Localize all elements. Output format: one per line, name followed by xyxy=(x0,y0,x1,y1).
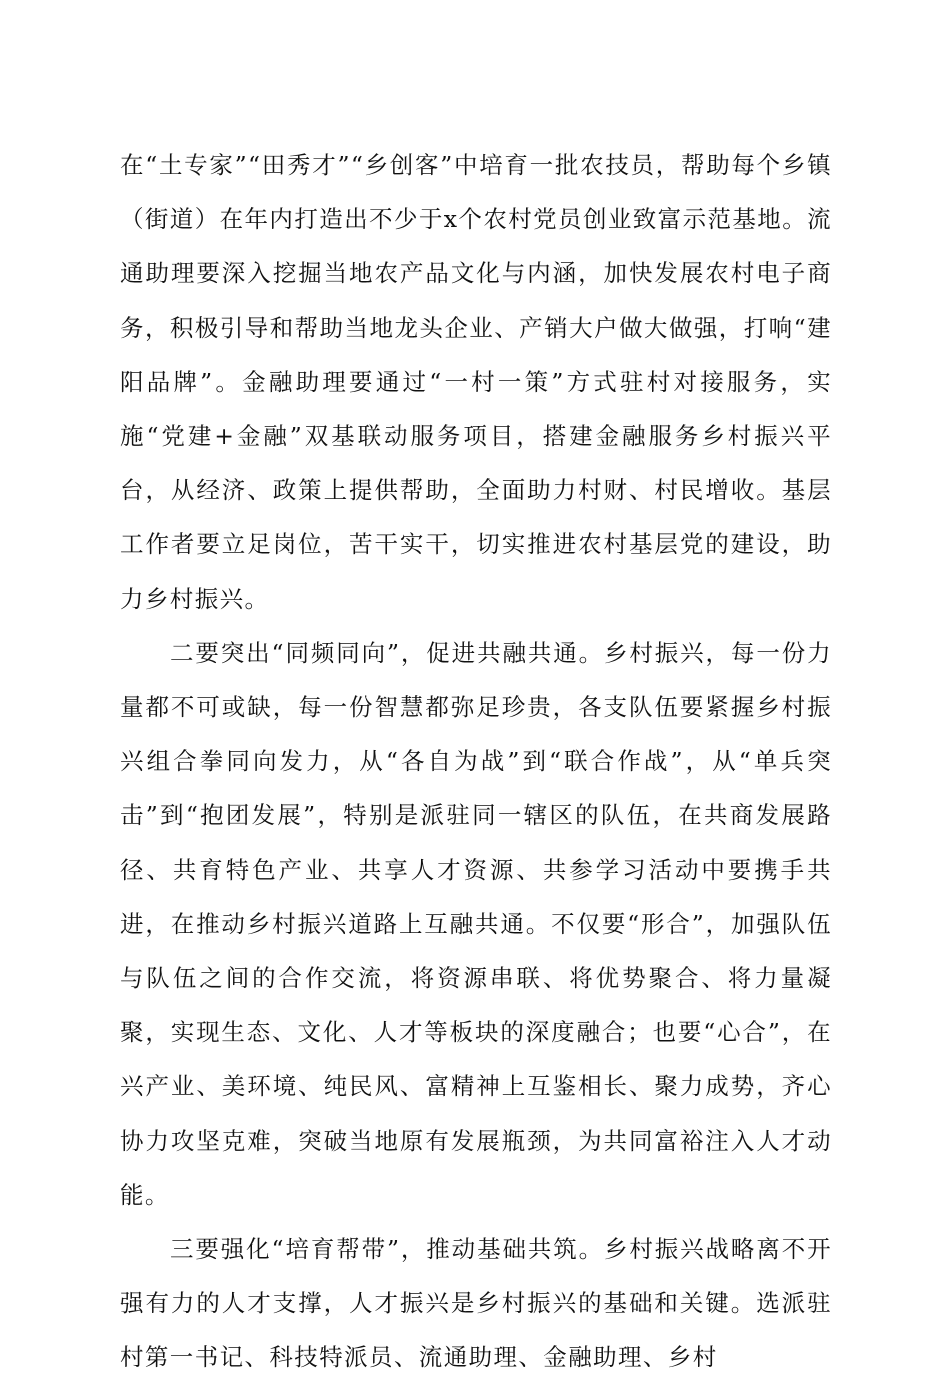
paragraph-continuation: 在“土专家”“田秀才”“乡创客”中培育一批农技员，帮助每个乡镇（街道）在年内打造出不少于x个农村党员创业致富示范基地。流通助理要深入挖掘当地农产品文化与内涵，加快发展农村电子商务，积极引导和帮助当地龙头企业、产销大户做大做强，打响“建阳品牌”。金融助理要通过“一村一策”方式驻村对接服务，实施“党建+金融”双基联动服务项目，搭建金融服务乡村振兴平台，从经济、政策上提供帮助，全面助力村财、村民增收。基层工作者要立足岗位，苦干实干，切实推进农村基层党的建设，助力乡村振兴。 xyxy=(120,151,832,613)
paragraph-point-three: 三要强化“培育帮带”，推动基础共筑。乡村振兴战略离不开强有力的人才支撑，人才振兴是乡村振兴的基础和关键。选派驻村第一书记、科技特派员、流通助理、金融助理、乡村 xyxy=(120,1235,832,1372)
body-text xyxy=(120,138,832,1385)
paragraph-point-two: 二要突出“同频同向”，促进共融共通。乡村振兴，每一份力量都不可或缺，每一份智慧都弥足珍贵，各支队伍要紧握乡村振兴组合拳同向发力，从“各自为战”到“联合作战”，从“单兵突击”到“抱团发展”，特别是派驻同一辖区的队伍，在共商发展路径、共育特色产业、共享人才资源、共参学习活动中要携手共进，在推动乡村振兴道路上互融共通。不仅要“形合”，加强队伍与队伍之间的合作交流，将资源串联、将优势聚合、将力量凝聚，实现生态、文化、人才等板块的深度融合；也要“心合”，在兴产业、美环境、纯民风、富精神上互鉴相长、聚力成势，齐心协力攻坚克难，突破当地原有发展瓶颈，为共同富裕注入人才动能。 xyxy=(120,638,832,1209)
